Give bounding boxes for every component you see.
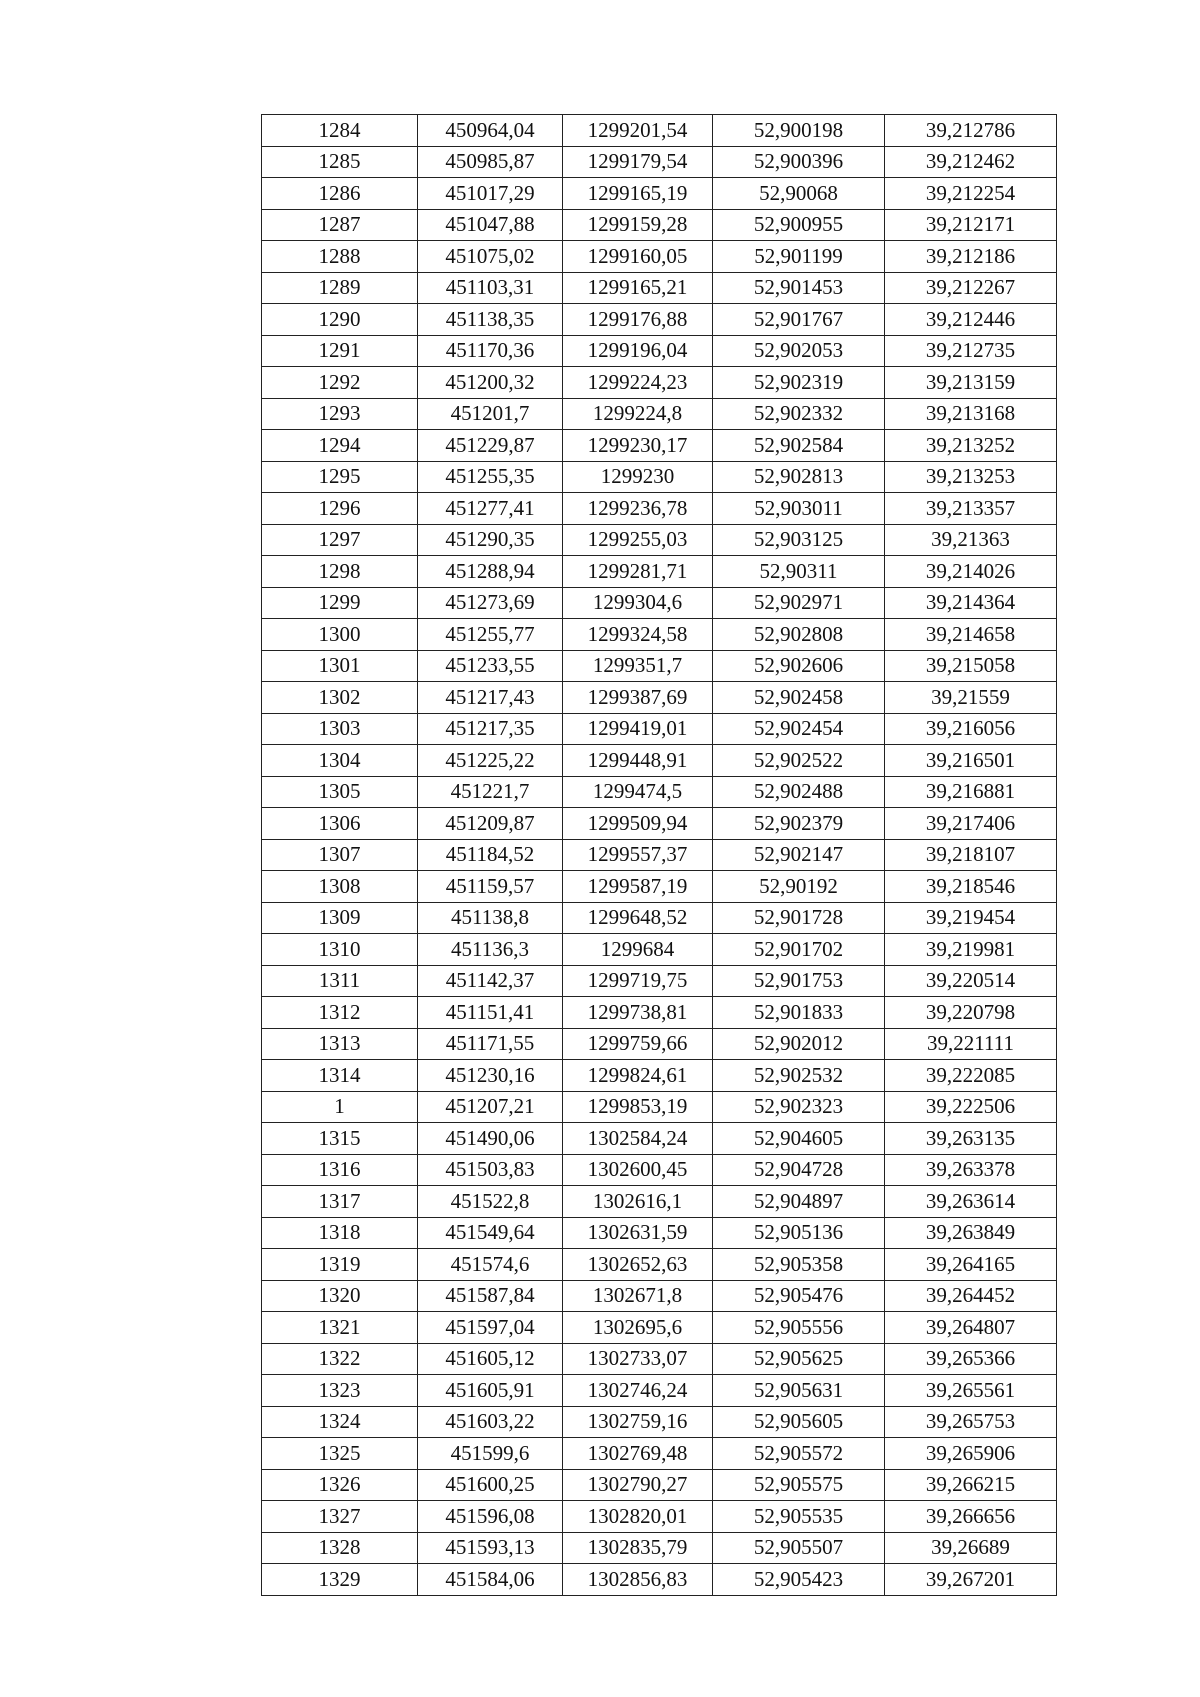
y-coordinate-cell: 1299230,17 — [563, 430, 713, 462]
point-number-cell: 1308 — [262, 871, 418, 903]
table-row — [262, 1532, 1057, 1564]
y-coordinate-cell: 1299648,52 — [563, 902, 713, 934]
longitude-cell: 39,214026 — [885, 556, 1057, 588]
table-row — [262, 524, 1057, 556]
latitude-cell: 52,902454 — [713, 713, 885, 745]
point-number-cell: 1287 — [262, 209, 418, 241]
x-coordinate-cell: 451605,91 — [418, 1375, 563, 1407]
point-number-cell: 1305 — [262, 776, 418, 808]
point-number-cell: 1284 — [262, 115, 418, 147]
table-row — [262, 1564, 1057, 1596]
latitude-cell: 52,902488 — [713, 776, 885, 808]
x-coordinate-cell: 451217,43 — [418, 682, 563, 714]
table-row — [262, 587, 1057, 619]
table-row — [262, 902, 1057, 934]
y-coordinate-cell: 1302631,59 — [563, 1217, 713, 1249]
table-row — [262, 115, 1057, 147]
y-coordinate-cell: 1299179,54 — [563, 146, 713, 178]
x-coordinate-cell: 451593,13 — [418, 1532, 563, 1564]
longitude-cell: 39,212446 — [885, 304, 1057, 336]
point-number-cell: 1301 — [262, 650, 418, 682]
point-number-cell: 1297 — [262, 524, 418, 556]
y-coordinate-cell: 1299224,8 — [563, 398, 713, 430]
longitude-cell: 39,216501 — [885, 745, 1057, 777]
y-coordinate-cell: 1299324,58 — [563, 619, 713, 651]
y-coordinate-cell: 1302820,01 — [563, 1501, 713, 1533]
longitude-cell: 39,222506 — [885, 1091, 1057, 1123]
point-number-cell: 1318 — [262, 1217, 418, 1249]
point-number-cell: 1326 — [262, 1469, 418, 1501]
longitude-cell: 39,263849 — [885, 1217, 1057, 1249]
point-number-cell: 1323 — [262, 1375, 418, 1407]
latitude-cell: 52,905476 — [713, 1280, 885, 1312]
x-coordinate-cell: 451277,41 — [418, 493, 563, 525]
x-coordinate-cell: 451503,83 — [418, 1154, 563, 1186]
y-coordinate-cell: 1299165,19 — [563, 178, 713, 210]
x-coordinate-cell: 451017,29 — [418, 178, 563, 210]
longitude-cell: 39,216881 — [885, 776, 1057, 808]
longitude-cell: 39,265906 — [885, 1438, 1057, 1470]
latitude-cell: 52,904897 — [713, 1186, 885, 1218]
latitude-cell: 52,902813 — [713, 461, 885, 493]
y-coordinate-cell: 1299419,01 — [563, 713, 713, 745]
point-number-cell: 1307 — [262, 839, 418, 871]
longitude-cell: 39,264807 — [885, 1312, 1057, 1344]
x-coordinate-cell: 451209,87 — [418, 808, 563, 840]
table-row — [262, 997, 1057, 1029]
latitude-cell: 52,902319 — [713, 367, 885, 399]
table-row — [262, 146, 1057, 178]
latitude-cell: 52,902606 — [713, 650, 885, 682]
longitude-cell: 39,264165 — [885, 1249, 1057, 1281]
point-number-cell: 1290 — [262, 304, 418, 336]
longitude-cell: 39,21559 — [885, 682, 1057, 714]
x-coordinate-cell: 451225,22 — [418, 745, 563, 777]
point-number-cell: 1 — [262, 1091, 418, 1123]
x-coordinate-cell: 451255,77 — [418, 619, 563, 651]
latitude-cell: 52,905535 — [713, 1501, 885, 1533]
y-coordinate-cell: 1302695,6 — [563, 1312, 713, 1344]
longitude-cell: 39,212786 — [885, 115, 1057, 147]
y-coordinate-cell: 1302600,45 — [563, 1154, 713, 1186]
x-coordinate-cell: 451600,25 — [418, 1469, 563, 1501]
longitude-cell: 39,212267 — [885, 272, 1057, 304]
x-coordinate-cell: 451290,35 — [418, 524, 563, 556]
y-coordinate-cell: 1302746,24 — [563, 1375, 713, 1407]
x-coordinate-cell: 451599,6 — [418, 1438, 563, 1470]
y-coordinate-cell: 1299255,03 — [563, 524, 713, 556]
point-number-cell: 1310 — [262, 934, 418, 966]
y-coordinate-cell: 1299387,69 — [563, 682, 713, 714]
x-coordinate-cell: 451151,41 — [418, 997, 563, 1029]
table-row — [262, 1501, 1057, 1533]
longitude-cell: 39,220514 — [885, 965, 1057, 997]
longitude-cell: 39,213357 — [885, 493, 1057, 525]
table-row — [262, 713, 1057, 745]
coordinates-table-body — [262, 115, 1057, 1596]
latitude-cell: 52,905423 — [713, 1564, 885, 1596]
table-row — [262, 1249, 1057, 1281]
latitude-cell: 52,902147 — [713, 839, 885, 871]
longitude-cell: 39,21363 — [885, 524, 1057, 556]
latitude-cell: 52,902012 — [713, 1028, 885, 1060]
table-row — [262, 1312, 1057, 1344]
latitude-cell: 52,903011 — [713, 493, 885, 525]
latitude-cell: 52,90068 — [713, 178, 885, 210]
table-row — [262, 1217, 1057, 1249]
x-coordinate-cell: 451596,08 — [418, 1501, 563, 1533]
latitude-cell: 52,905631 — [713, 1375, 885, 1407]
y-coordinate-cell: 1299759,66 — [563, 1028, 713, 1060]
y-coordinate-cell: 1302790,27 — [563, 1469, 713, 1501]
y-coordinate-cell: 1299281,71 — [563, 556, 713, 588]
latitude-cell: 52,904728 — [713, 1154, 885, 1186]
x-coordinate-cell: 451138,35 — [418, 304, 563, 336]
longitude-cell: 39,214364 — [885, 587, 1057, 619]
point-number-cell: 1288 — [262, 241, 418, 273]
y-coordinate-cell: 1299684 — [563, 934, 713, 966]
y-coordinate-cell: 1299160,05 — [563, 241, 713, 273]
x-coordinate-cell: 451200,32 — [418, 367, 563, 399]
latitude-cell: 52,905136 — [713, 1217, 885, 1249]
y-coordinate-cell: 1302856,83 — [563, 1564, 713, 1596]
x-coordinate-cell: 450964,04 — [418, 115, 563, 147]
point-number-cell: 1295 — [262, 461, 418, 493]
y-coordinate-cell: 1302584,24 — [563, 1123, 713, 1155]
y-coordinate-cell: 1302835,79 — [563, 1532, 713, 1564]
longitude-cell: 39,214658 — [885, 619, 1057, 651]
y-coordinate-cell: 1299176,88 — [563, 304, 713, 336]
longitude-cell: 39,212462 — [885, 146, 1057, 178]
x-coordinate-cell: 451584,06 — [418, 1564, 563, 1596]
longitude-cell: 39,212171 — [885, 209, 1057, 241]
x-coordinate-cell: 451170,36 — [418, 335, 563, 367]
point-number-cell: 1294 — [262, 430, 418, 462]
point-number-cell: 1298 — [262, 556, 418, 588]
longitude-cell: 39,216056 — [885, 713, 1057, 745]
table-row — [262, 934, 1057, 966]
y-coordinate-cell: 1302616,1 — [563, 1186, 713, 1218]
y-coordinate-cell: 1299509,94 — [563, 808, 713, 840]
table-row — [262, 619, 1057, 651]
longitude-cell: 39,213168 — [885, 398, 1057, 430]
table-row — [262, 1406, 1057, 1438]
x-coordinate-cell: 451201,7 — [418, 398, 563, 430]
latitude-cell: 52,900198 — [713, 115, 885, 147]
point-number-cell: 1319 — [262, 1249, 418, 1281]
point-number-cell: 1289 — [262, 272, 418, 304]
latitude-cell: 52,901753 — [713, 965, 885, 997]
point-number-cell: 1286 — [262, 178, 418, 210]
latitude-cell: 52,905572 — [713, 1438, 885, 1470]
y-coordinate-cell: 1299304,6 — [563, 587, 713, 619]
point-number-cell: 1322 — [262, 1343, 418, 1375]
point-number-cell: 1316 — [262, 1154, 418, 1186]
table-row — [262, 178, 1057, 210]
x-coordinate-cell: 451597,04 — [418, 1312, 563, 1344]
latitude-cell: 52,902584 — [713, 430, 885, 462]
y-coordinate-cell: 1299853,19 — [563, 1091, 713, 1123]
longitude-cell: 39,218546 — [885, 871, 1057, 903]
point-number-cell: 1320 — [262, 1280, 418, 1312]
latitude-cell: 52,902522 — [713, 745, 885, 777]
longitude-cell: 39,263614 — [885, 1186, 1057, 1218]
longitude-cell: 39,26689 — [885, 1532, 1057, 1564]
y-coordinate-cell: 1299557,37 — [563, 839, 713, 871]
point-number-cell: 1313 — [262, 1028, 418, 1060]
latitude-cell: 52,905575 — [713, 1469, 885, 1501]
table-row — [262, 965, 1057, 997]
longitude-cell: 39,263135 — [885, 1123, 1057, 1155]
x-coordinate-cell: 451221,7 — [418, 776, 563, 808]
table-row — [262, 1091, 1057, 1123]
longitude-cell: 39,222085 — [885, 1060, 1057, 1092]
x-coordinate-cell: 451549,64 — [418, 1217, 563, 1249]
latitude-cell: 52,900396 — [713, 146, 885, 178]
x-coordinate-cell: 451184,52 — [418, 839, 563, 871]
point-number-cell: 1325 — [262, 1438, 418, 1470]
latitude-cell: 52,905556 — [713, 1312, 885, 1344]
point-number-cell: 1321 — [262, 1312, 418, 1344]
x-coordinate-cell: 451587,84 — [418, 1280, 563, 1312]
longitude-cell: 39,212735 — [885, 335, 1057, 367]
x-coordinate-cell: 451138,8 — [418, 902, 563, 934]
table-row — [262, 1123, 1057, 1155]
longitude-cell: 39,212254 — [885, 178, 1057, 210]
latitude-cell: 52,902332 — [713, 398, 885, 430]
table-row — [262, 272, 1057, 304]
point-number-cell: 1299 — [262, 587, 418, 619]
longitude-cell: 39,213253 — [885, 461, 1057, 493]
point-number-cell: 1329 — [262, 1564, 418, 1596]
table-row — [262, 1280, 1057, 1312]
y-coordinate-cell: 1299159,28 — [563, 209, 713, 241]
table-row — [262, 1343, 1057, 1375]
table-row — [262, 1028, 1057, 1060]
latitude-cell: 52,901833 — [713, 997, 885, 1029]
latitude-cell: 52,901728 — [713, 902, 885, 934]
y-coordinate-cell: 1299738,81 — [563, 997, 713, 1029]
x-coordinate-cell: 451171,55 — [418, 1028, 563, 1060]
table-row — [262, 871, 1057, 903]
longitude-cell: 39,213252 — [885, 430, 1057, 462]
x-coordinate-cell: 451288,94 — [418, 556, 563, 588]
y-coordinate-cell: 1302652,63 — [563, 1249, 713, 1281]
y-coordinate-cell: 1299196,04 — [563, 335, 713, 367]
point-number-cell: 1285 — [262, 146, 418, 178]
longitude-cell: 39,219981 — [885, 934, 1057, 966]
point-number-cell: 1291 — [262, 335, 418, 367]
table-row — [262, 1186, 1057, 1218]
longitude-cell: 39,266656 — [885, 1501, 1057, 1533]
latitude-cell: 52,902808 — [713, 619, 885, 651]
x-coordinate-cell: 451103,31 — [418, 272, 563, 304]
y-coordinate-cell: 1299224,23 — [563, 367, 713, 399]
table-row — [262, 1154, 1057, 1186]
x-coordinate-cell: 451603,22 — [418, 1406, 563, 1438]
x-coordinate-cell: 450985,87 — [418, 146, 563, 178]
x-coordinate-cell: 451490,06 — [418, 1123, 563, 1155]
x-coordinate-cell: 451159,57 — [418, 871, 563, 903]
x-coordinate-cell: 451233,55 — [418, 650, 563, 682]
table-row — [262, 209, 1057, 241]
latitude-cell: 52,902458 — [713, 682, 885, 714]
table-row — [262, 650, 1057, 682]
y-coordinate-cell: 1299165,21 — [563, 272, 713, 304]
y-coordinate-cell: 1299230 — [563, 461, 713, 493]
x-coordinate-cell: 451605,12 — [418, 1343, 563, 1375]
latitude-cell: 52,902053 — [713, 335, 885, 367]
table-row — [262, 367, 1057, 399]
latitude-cell: 52,901199 — [713, 241, 885, 273]
longitude-cell: 39,212186 — [885, 241, 1057, 273]
x-coordinate-cell: 451207,21 — [418, 1091, 563, 1123]
longitude-cell: 39,265753 — [885, 1406, 1057, 1438]
table-row — [262, 304, 1057, 336]
table-row — [262, 776, 1057, 808]
table-row — [262, 1060, 1057, 1092]
longitude-cell: 39,219454 — [885, 902, 1057, 934]
latitude-cell: 52,902379 — [713, 808, 885, 840]
x-coordinate-cell: 451075,02 — [418, 241, 563, 273]
y-coordinate-cell: 1299474,5 — [563, 776, 713, 808]
point-number-cell: 1302 — [262, 682, 418, 714]
table-row — [262, 461, 1057, 493]
coordinates-table — [261, 114, 1057, 1596]
longitude-cell: 39,264452 — [885, 1280, 1057, 1312]
longitude-cell: 39,213159 — [885, 367, 1057, 399]
table-row — [262, 556, 1057, 588]
table-row — [262, 493, 1057, 525]
point-number-cell: 1317 — [262, 1186, 418, 1218]
point-number-cell: 1328 — [262, 1532, 418, 1564]
latitude-cell: 52,905358 — [713, 1249, 885, 1281]
x-coordinate-cell: 451217,35 — [418, 713, 563, 745]
point-number-cell: 1324 — [262, 1406, 418, 1438]
latitude-cell: 52,902323 — [713, 1091, 885, 1123]
point-number-cell: 1303 — [262, 713, 418, 745]
x-coordinate-cell: 451273,69 — [418, 587, 563, 619]
point-number-cell: 1304 — [262, 745, 418, 777]
longitude-cell: 39,217406 — [885, 808, 1057, 840]
x-coordinate-cell: 451230,16 — [418, 1060, 563, 1092]
latitude-cell: 52,904605 — [713, 1123, 885, 1155]
x-coordinate-cell: 451229,87 — [418, 430, 563, 462]
point-number-cell: 1311 — [262, 965, 418, 997]
point-number-cell: 1327 — [262, 1501, 418, 1533]
latitude-cell: 52,905507 — [713, 1532, 885, 1564]
y-coordinate-cell: 1299824,61 — [563, 1060, 713, 1092]
table-row — [262, 241, 1057, 273]
y-coordinate-cell: 1302759,16 — [563, 1406, 713, 1438]
point-number-cell: 1309 — [262, 902, 418, 934]
latitude-cell: 52,903125 — [713, 524, 885, 556]
y-coordinate-cell: 1302733,07 — [563, 1343, 713, 1375]
y-coordinate-cell: 1302671,8 — [563, 1280, 713, 1312]
longitude-cell: 39,265561 — [885, 1375, 1057, 1407]
table-row — [262, 808, 1057, 840]
longitude-cell: 39,221111 — [885, 1028, 1057, 1060]
y-coordinate-cell: 1299587,19 — [563, 871, 713, 903]
x-coordinate-cell: 451047,88 — [418, 209, 563, 241]
table-row — [262, 430, 1057, 462]
latitude-cell: 52,901702 — [713, 934, 885, 966]
latitude-cell: 52,90311 — [713, 556, 885, 588]
longitude-cell: 39,267201 — [885, 1564, 1057, 1596]
latitude-cell: 52,902532 — [713, 1060, 885, 1092]
latitude-cell: 52,901453 — [713, 272, 885, 304]
latitude-cell: 52,902971 — [713, 587, 885, 619]
x-coordinate-cell: 451255,35 — [418, 461, 563, 493]
table-row — [262, 745, 1057, 777]
latitude-cell: 52,90192 — [713, 871, 885, 903]
x-coordinate-cell: 451136,3 — [418, 934, 563, 966]
y-coordinate-cell: 1299448,91 — [563, 745, 713, 777]
longitude-cell: 39,220798 — [885, 997, 1057, 1029]
table-row — [262, 682, 1057, 714]
point-number-cell: 1315 — [262, 1123, 418, 1155]
y-coordinate-cell: 1299351,7 — [563, 650, 713, 682]
x-coordinate-cell: 451522,8 — [418, 1186, 563, 1218]
point-number-cell: 1293 — [262, 398, 418, 430]
point-number-cell: 1314 — [262, 1060, 418, 1092]
point-number-cell: 1292 — [262, 367, 418, 399]
point-number-cell: 1296 — [262, 493, 418, 525]
longitude-cell: 39,215058 — [885, 650, 1057, 682]
point-number-cell: 1312 — [262, 997, 418, 1029]
longitude-cell: 39,266215 — [885, 1469, 1057, 1501]
longitude-cell: 39,218107 — [885, 839, 1057, 871]
latitude-cell: 52,905605 — [713, 1406, 885, 1438]
longitude-cell: 39,263378 — [885, 1154, 1057, 1186]
point-number-cell: 1300 — [262, 619, 418, 651]
latitude-cell: 52,901767 — [713, 304, 885, 336]
y-coordinate-cell: 1299236,78 — [563, 493, 713, 525]
table-row — [262, 398, 1057, 430]
table-row — [262, 335, 1057, 367]
point-number-cell: 1306 — [262, 808, 418, 840]
longitude-cell: 39,265366 — [885, 1343, 1057, 1375]
table-row — [262, 1438, 1057, 1470]
y-coordinate-cell: 1299201,54 — [563, 115, 713, 147]
x-coordinate-cell: 451574,6 — [418, 1249, 563, 1281]
table-row — [262, 839, 1057, 871]
y-coordinate-cell: 1299719,75 — [563, 965, 713, 997]
table-row — [262, 1469, 1057, 1501]
x-coordinate-cell: 451142,37 — [418, 965, 563, 997]
latitude-cell: 52,900955 — [713, 209, 885, 241]
table-row — [262, 1375, 1057, 1407]
y-coordinate-cell: 1302769,48 — [563, 1438, 713, 1470]
latitude-cell: 52,905625 — [713, 1343, 885, 1375]
